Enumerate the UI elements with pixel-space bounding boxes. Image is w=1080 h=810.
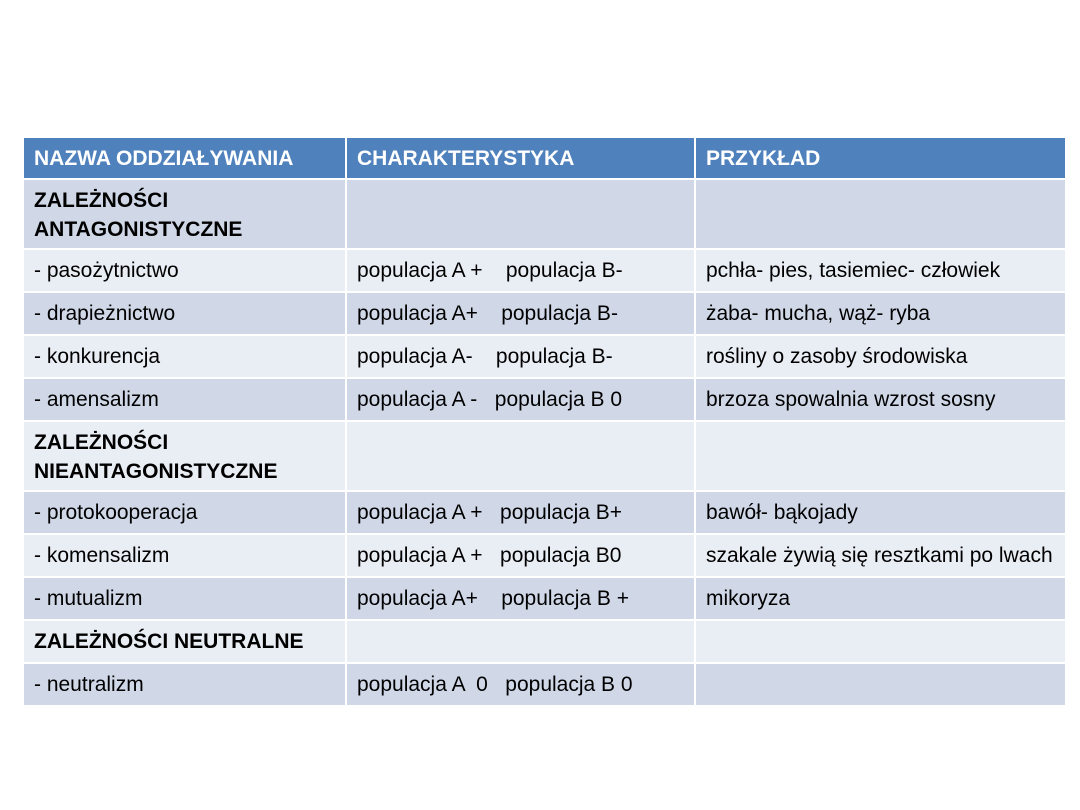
cell-example: bawół- bąkojady xyxy=(695,491,1066,534)
cell-name: - komensalizm xyxy=(23,534,346,577)
table-row xyxy=(23,534,1066,577)
header-name: NAZWA ODDZIAŁYWANIA xyxy=(23,137,346,179)
table-row xyxy=(23,491,1066,534)
cell-name: ZALEŻNOŚCI NIEANTAGONISTYCZNE xyxy=(23,421,346,491)
table-body xyxy=(23,179,1066,706)
cell-name: ZALEŻNOŚCI ANTAGONISTYCZNE xyxy=(23,179,346,249)
cell-name: - amensalizm xyxy=(23,378,346,421)
cell-example xyxy=(695,620,1066,663)
table-section-row xyxy=(23,421,1066,491)
cell-characteristics xyxy=(346,421,695,491)
cell-name: ZALEŻNOŚCI NEUTRALNE xyxy=(23,620,346,663)
cell-example: rośliny o zasoby środowiska xyxy=(695,335,1066,378)
cell-characteristics: populacja A - populacja B 0 xyxy=(346,378,695,421)
table-row xyxy=(23,577,1066,620)
cell-name: - drapieżnictwo xyxy=(23,292,346,335)
cell-characteristics: populacja A + populacja B- xyxy=(346,249,695,292)
cell-name: - konkurencja xyxy=(23,335,346,378)
cell-characteristics: populacja A + populacja B+ xyxy=(346,491,695,534)
cell-example xyxy=(695,179,1066,249)
cell-name: - mutualizm xyxy=(23,577,346,620)
table-row xyxy=(23,335,1066,378)
table-header-row xyxy=(23,137,1066,179)
cell-characteristics: populacja A- populacja B- xyxy=(346,335,695,378)
cell-example: pchła- pies, tasiemiec- człowiek xyxy=(695,249,1066,292)
interactions-table xyxy=(22,136,1067,707)
table-row xyxy=(23,292,1066,335)
header-example: PRZYKŁAD xyxy=(695,137,1066,179)
cell-name: - protokooperacja xyxy=(23,491,346,534)
cell-name: - neutralizm xyxy=(23,663,346,706)
cell-name: - pasożytnictwo xyxy=(23,249,346,292)
cell-example xyxy=(695,663,1066,706)
cell-characteristics: populacja A+ populacja B- xyxy=(346,292,695,335)
header-characteristics: CHARAKTERYSTYKA xyxy=(346,137,695,179)
cell-example: mikoryza xyxy=(695,577,1066,620)
cell-characteristics xyxy=(346,620,695,663)
cell-example: żaba- mucha, wąż- ryba xyxy=(695,292,1066,335)
cell-characteristics: populacja A 0 populacja B 0 xyxy=(346,663,695,706)
cell-example: brzoza spowalnia wzrost sosny xyxy=(695,378,1066,421)
cell-characteristics xyxy=(346,179,695,249)
cell-characteristics: populacja A+ populacja B + xyxy=(346,577,695,620)
table-row xyxy=(23,378,1066,421)
table-section-row xyxy=(23,179,1066,249)
cell-characteristics: populacja A + populacja B0 xyxy=(346,534,695,577)
cell-example: szakale żywią się resztkami po lwach xyxy=(695,534,1066,577)
table-row xyxy=(23,249,1066,292)
table-row xyxy=(23,663,1066,706)
cell-example xyxy=(695,421,1066,491)
table-section-row xyxy=(23,620,1066,663)
